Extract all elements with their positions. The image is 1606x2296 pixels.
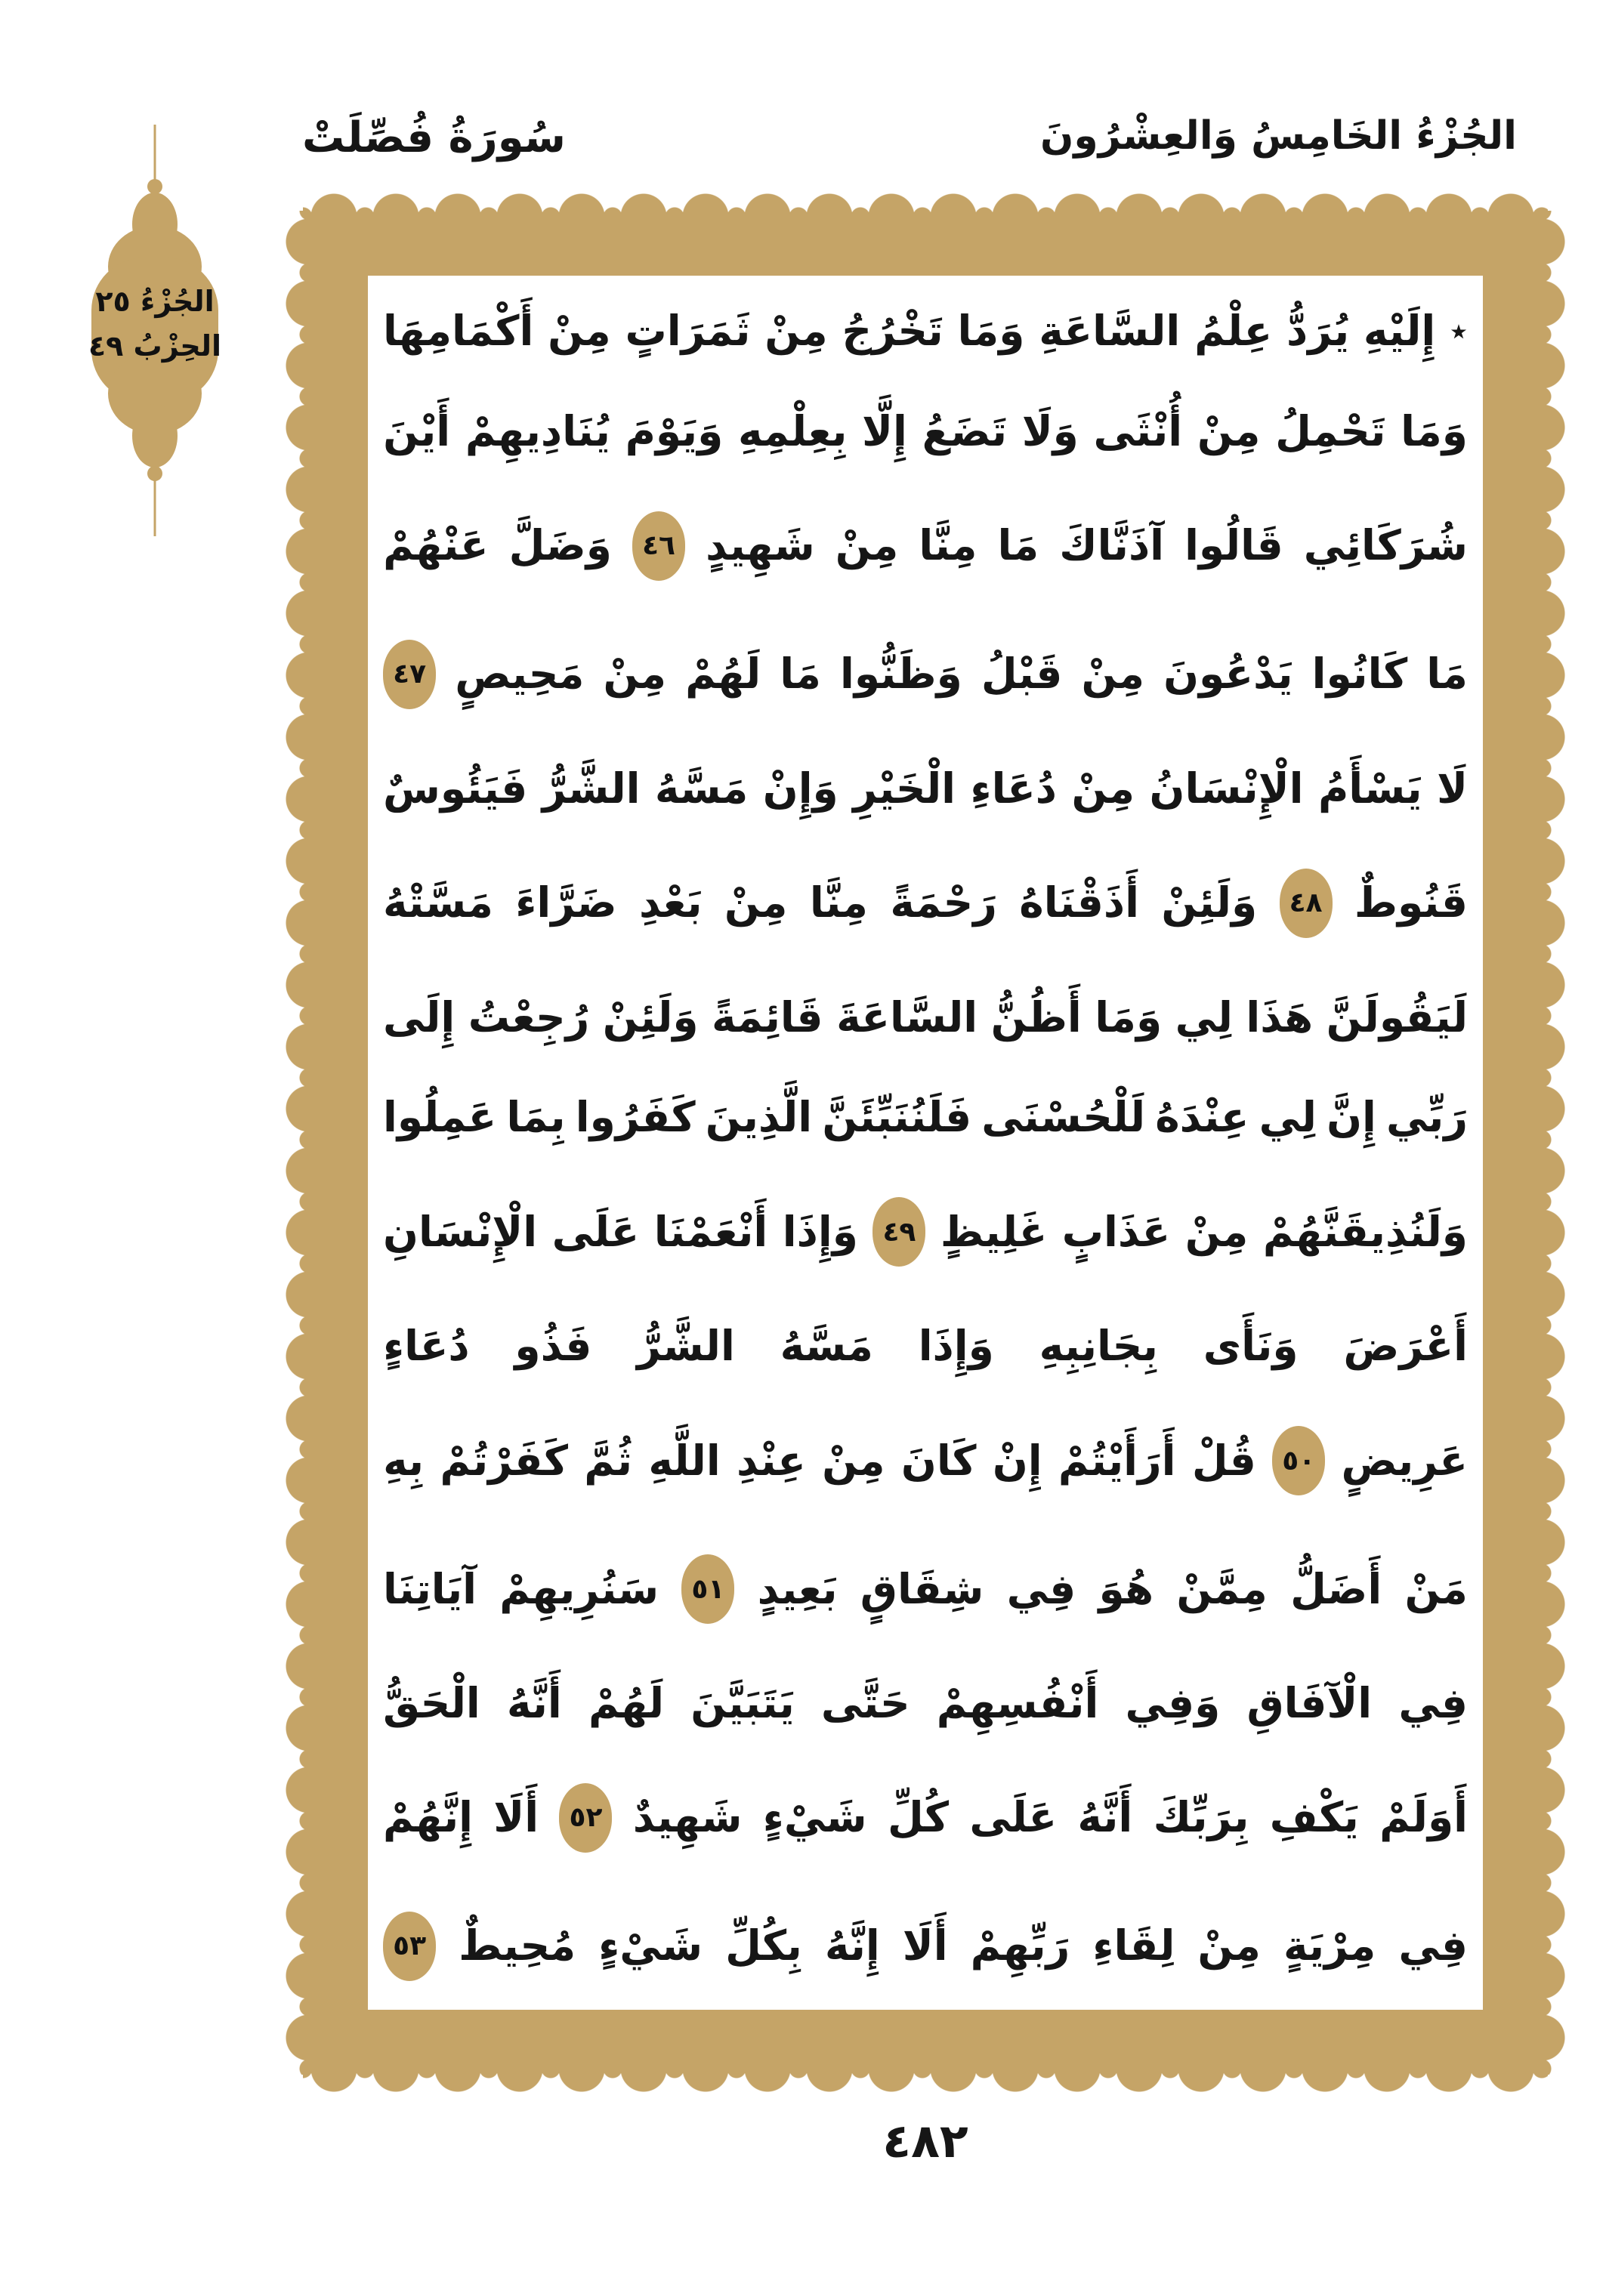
quran-word: كَفَرْتُمْ [440, 1436, 568, 1485]
quran-word: وَإِذَا [918, 1322, 994, 1371]
quran-word: وَظَنُّوا [840, 650, 962, 699]
quran-word: الْإِنْسَانُ [1149, 764, 1304, 813]
verse-number-marker: ٤٩ [872, 1197, 925, 1267]
quran-word: مِنْ [822, 1436, 885, 1485]
quran-line [383, 406, 1468, 455]
quran-word: وَضَلَّ [508, 521, 612, 570]
quran-line [383, 1197, 1468, 1267]
quran-word: مِنْ [1184, 1207, 1249, 1256]
quran-word: مَحِيصٍ [455, 650, 585, 699]
verse-number-marker: ٤٨ [1280, 869, 1333, 938]
quran-word: عَمِلُوا [383, 1093, 497, 1142]
quran-word: مِنْ [1071, 764, 1135, 813]
quran-word: يَسْأَمُ [1317, 764, 1422, 813]
quran-word: قَائِمَةً [712, 992, 823, 1042]
quran-word: وَيَوْمَ [625, 406, 724, 455]
quran-word: رَبِّهِمْ [970, 1921, 1070, 1970]
quran-word: قَنُوطٌ [1354, 878, 1468, 927]
quran-word: بَعِيدٍ [757, 1564, 838, 1613]
quran-word: أَظُنُّ [990, 992, 1082, 1042]
quran-word: عِلْمُ [1194, 307, 1273, 355]
quran-word: مِنْ [1197, 1921, 1261, 1970]
quran-word: الشَّرُّ [542, 764, 641, 813]
quran-line [383, 1679, 1468, 1728]
quran-word: شَهِيدٍ [706, 521, 815, 570]
quran-word: أَرَأَيْتُمْ [1058, 1436, 1176, 1485]
quran-word: أَعْرَضَ [1343, 1322, 1468, 1371]
quran-word: مِنْ [603, 650, 667, 699]
quran-word: إِنَّهُ [824, 1921, 880, 1970]
quran-word: تَضَعُ [922, 406, 1007, 455]
quran-word: رُجِعْتُ [468, 992, 590, 1042]
quran-word: كَانَ [900, 1436, 977, 1485]
quran-word: وَإِنْ [762, 764, 839, 813]
quran-word: عِنْدَهُ [1155, 1093, 1249, 1142]
quran-text-block [368, 276, 1483, 2010]
quran-word: هُوَ [1098, 1564, 1154, 1613]
page-number: ٤٨٢ [882, 2113, 968, 2168]
quran-word: أَكْمَامِهَا [383, 307, 534, 355]
quran-word: لِي [1175, 992, 1233, 1042]
quran-word: مِنْ [835, 521, 899, 570]
quran-word: رَبِّي [1386, 1093, 1468, 1142]
quran-word: دُعَاءِ [970, 764, 1058, 813]
quran-word: الَّذِينَ [705, 1093, 813, 1142]
quran-word: بِمَا [506, 1093, 566, 1142]
quran-word: الْإِنْسَانِ [383, 1207, 538, 1256]
quran-word: لَهُمْ [685, 650, 761, 699]
quran-word: وَمَا [1401, 406, 1468, 455]
quran-word: أَنَّهُ [1077, 1793, 1133, 1842]
quran-word: مِنَّا [809, 878, 868, 927]
hizb-star-icon: ٭ [1450, 312, 1468, 350]
quran-word: السَّاعَةِ [1039, 307, 1181, 355]
quran-word: لَا [1437, 764, 1468, 813]
quran-word: مَسَّهُ [780, 1322, 873, 1371]
quran-word: مَنْ [1404, 1564, 1468, 1613]
quran-line [383, 1093, 1468, 1142]
quran-word: ضَرَّاءَ [515, 878, 617, 927]
quran-word: الْخَيْرِ [853, 764, 956, 813]
quran-word: دُعَاءٍ [383, 1322, 470, 1371]
quran-word: أَنْفُسِهِمْ [936, 1679, 1099, 1728]
quran-word: يُرَدُّ [1286, 307, 1350, 355]
quran-word: شَيْءٍ [762, 1793, 867, 1842]
quran-word: مِنْ [1081, 650, 1145, 699]
quran-word: قَبْلُ [981, 650, 1063, 699]
quran-word: عَذَابٍ [1061, 1207, 1171, 1256]
quran-word: شِقَاقٍ [860, 1564, 984, 1613]
quran-word: كُلِّ [887, 1793, 950, 1842]
quran-word: السَّاعَةَ [836, 992, 978, 1042]
quran-word: بِكُلِّ [725, 1921, 802, 1970]
quran-word: مِرْيَةٍ [1283, 1921, 1376, 1970]
quran-word: عَرِيضٍ [1341, 1436, 1468, 1485]
quran-word: إِنَّهُمْ [383, 1793, 473, 1842]
quran-word: أَضَلُّ [1290, 1564, 1382, 1613]
quran-word: فَذُو [514, 1322, 592, 1371]
quran-word: وَلَئِنْ [602, 992, 699, 1042]
quran-word: إِلَى [383, 992, 456, 1042]
quran-word: اللَّهِ [648, 1436, 721, 1485]
quran-word: فِي [1398, 1921, 1468, 1970]
quran-word: لَلْحُسْنَى [981, 1093, 1146, 1142]
quran-word: شُرَكَائِي [1303, 521, 1468, 570]
quran-word: مِنْ [548, 307, 611, 355]
quran-word: الْآفَاقِ [1246, 1679, 1373, 1728]
quran-word: يَدْعُونَ [1163, 650, 1293, 699]
quran-word: شَهِيدٌ [632, 1793, 743, 1842]
quran-line [383, 1912, 1468, 1981]
verse-number-marker: ٥٢ [559, 1783, 612, 1853]
quran-word: أَيْنَ [383, 406, 451, 455]
quran-word: وَلَئِنْ [1161, 878, 1258, 927]
quran-line [383, 992, 1468, 1042]
quran-word: كَفَرُوا [575, 1093, 696, 1142]
verse-number-marker: ٤٧ [383, 640, 436, 709]
quran-word: تَحْمِلُ [1275, 406, 1386, 455]
quran-word: إِلَيْهِ [1363, 307, 1436, 355]
quran-line [383, 307, 1468, 355]
quran-word: إِنْ [992, 1436, 1042, 1485]
quran-word: مَا [997, 521, 1039, 570]
quran-word: وَإِذَا [782, 1207, 858, 1256]
quran-word: مَا [1426, 650, 1468, 699]
quran-word: أَلَا [493, 1793, 539, 1842]
quran-word: لِي [1259, 1093, 1317, 1142]
quran-word: ثَمَرَاتٍ [625, 307, 751, 355]
quran-line [383, 1783, 1468, 1853]
quran-word: قُلْ [1191, 1436, 1256, 1485]
quran-word: فِي [1006, 1564, 1076, 1613]
quran-word: حَتَّى [820, 1679, 910, 1728]
quran-word: مَسَّتْهُ [383, 878, 493, 927]
quran-word: تَخْرُجُ [842, 307, 944, 355]
quran-word: بِعِلْمِهِ [737, 406, 848, 455]
quran-word: بَعْدِ [639, 878, 703, 927]
quran-word: أَوَلَمْ [1379, 1793, 1468, 1842]
quran-word: وَمَا [957, 307, 1025, 355]
quran-word: الْحَقُّ [383, 1679, 480, 1728]
quran-word: لَهُمْ [588, 1679, 665, 1728]
quran-word: فَلَنُنَبِّئَنَّ [822, 1093, 972, 1142]
quran-word: آذَنَّاكَ [1059, 521, 1165, 570]
quran-line [383, 764, 1468, 813]
verse-number-marker: ٥٠ [1272, 1426, 1325, 1495]
badge-labels [64, 279, 246, 369]
quran-word: مِنَّا [919, 521, 977, 570]
quran-word: أَنْعَمْنَا [653, 1207, 768, 1256]
quran-word: وَلَا [1021, 406, 1079, 455]
quran-word: وَمَا [1095, 992, 1163, 1042]
quran-word: مُحِيطٌ [459, 1921, 576, 1970]
quran-line [383, 640, 1468, 709]
quran-word: بِهِ [383, 1436, 425, 1485]
quran-word: مِنْ [764, 307, 828, 355]
quran-word: وَلَنُذِيقَنَّهُمْ [1262, 1207, 1468, 1256]
quran-word: بِرَبِّكَ [1153, 1793, 1249, 1842]
quran-word: الشَّرُّ [637, 1322, 735, 1371]
verse-number-marker: ٥٣ [383, 1912, 436, 1981]
quran-word: شَيْءٍ [598, 1921, 703, 1970]
verse-number-marker: ٤٦ [632, 511, 685, 581]
quran-word: ثُمَّ [584, 1436, 633, 1485]
quran-word: كَانُوا [1311, 650, 1408, 699]
badge-hizb-label: الحِزْبُ ٤٩ [88, 329, 222, 363]
quran-word: لِقَاءِ [1092, 1921, 1175, 1970]
quran-word: أَذَقْنَاهُ [1019, 878, 1139, 927]
quran-word: فِي [1398, 1679, 1468, 1728]
quran-word: أَلَا [902, 1921, 948, 1970]
quran-word: هَذَا [1246, 992, 1314, 1042]
quran-word: أُنْثَى [1093, 406, 1183, 455]
quran-word: يَتَبَيَّنَ [690, 1679, 795, 1728]
quran-word: إِلَّا [862, 406, 907, 455]
quran-word: قَالُوا [1184, 521, 1283, 570]
verse-number-marker: ٥١ [681, 1554, 734, 1624]
quran-line [383, 1426, 1468, 1495]
quran-line [383, 869, 1468, 938]
quran-line [383, 1554, 1468, 1624]
quran-word: عِنْدِ [736, 1436, 806, 1485]
quran-word: لَيَقُولَنَّ [1326, 992, 1468, 1042]
quran-word: عَلَى [551, 1207, 640, 1256]
ornamental-border-frame [283, 191, 1567, 2094]
quran-word: سَنُرِيهِمْ [499, 1564, 659, 1613]
juz-header: الجُزْءُ الخَامِسُ وَالعِشْرُونَ [1039, 113, 1517, 159]
surah-title: سُورَةُ فُصِّلَتْ [302, 113, 566, 162]
quran-word: وَنَأَى [1203, 1322, 1299, 1371]
quran-word: بِجَانِبِهِ [1039, 1322, 1158, 1371]
quran-word: عَنْهُمْ [383, 521, 489, 570]
quran-word: عَلَى [969, 1793, 1058, 1842]
quran-word: أَنَّهُ [506, 1679, 562, 1728]
quran-word: مِنْ [1197, 406, 1261, 455]
juz-hizb-badge [64, 125, 246, 536]
quran-word: مِمَّنْ [1176, 1564, 1268, 1613]
quran-word: رَحْمَةً [890, 878, 997, 927]
quran-word: فَيَئُوسٌ [383, 764, 528, 813]
quran-word: مَسَّهُ [654, 764, 749, 813]
quran-line [383, 1322, 1468, 1371]
quran-word: غَلِيظٍ [940, 1207, 1048, 1256]
quran-word: مِنْ [724, 878, 788, 927]
quran-word: يَكْفِ [1269, 1793, 1359, 1842]
quran-word: وَفِي [1125, 1679, 1221, 1728]
quran-line [383, 511, 1468, 581]
badge-juz-label: الجُزْءُ ٢٥ [95, 285, 215, 318]
quran-word: يُنَادِيهِمْ [465, 406, 610, 455]
quran-word: آيَاتِنَا [383, 1564, 477, 1613]
quran-word: إِنَّ [1326, 1093, 1376, 1142]
quran-word: مَا [780, 650, 821, 699]
